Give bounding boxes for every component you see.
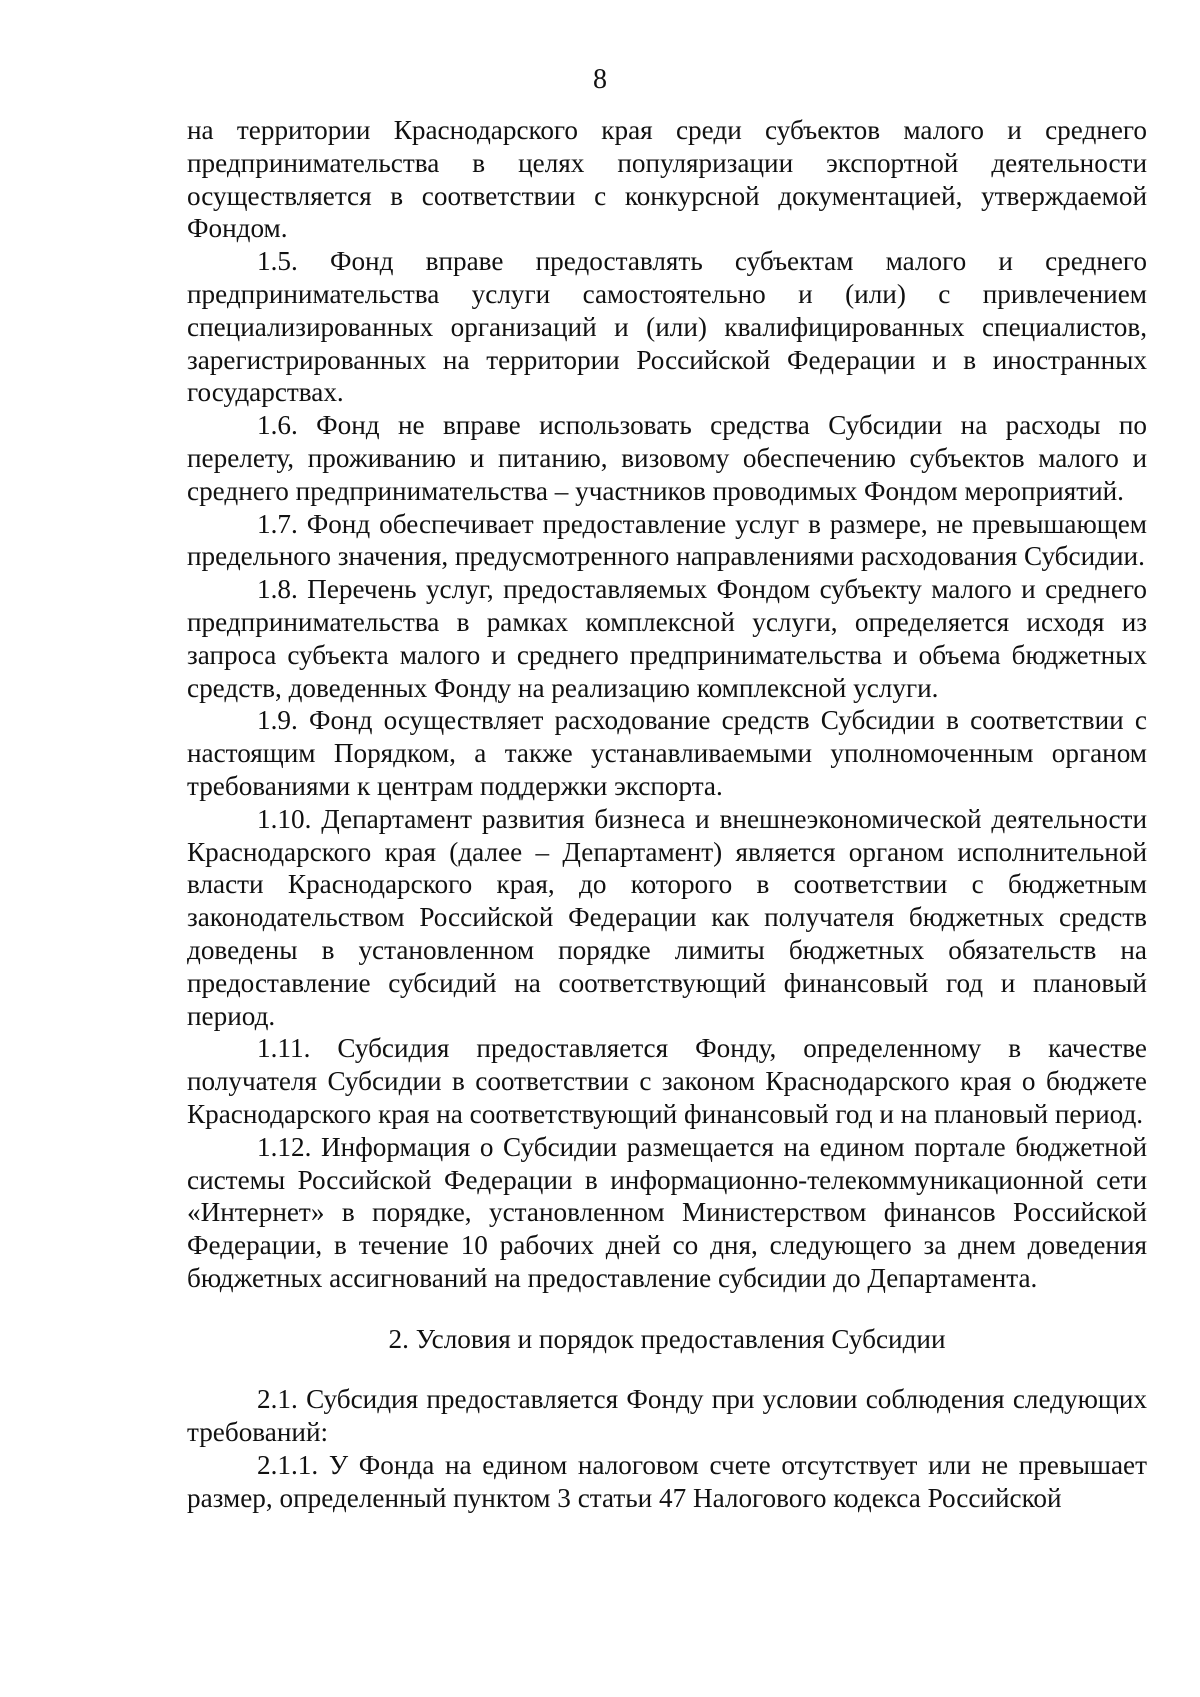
paragraph-1-7: 1.7. Фонд обеспечивает предоставление услуг в размере, не превышающем предельного значения, предусмотренного направлениями расходования Субсидии. (187, 508, 1147, 572)
paragraph-2-1-1: 2.1.1. У Фонда на едином налоговом счете отсутствует или не превышает размер, определенный пунктом 3 статьи 47 Налогового кодекса Российской (187, 1450, 1147, 1513)
paragraph-1-11: 1.11. Субсидия предоставляется Фонду, определенному в качестве получателя Субсидии в соответствии с законом Краснодарского края о бюджете Краснодарского края на соответствующий финансовый год и на плановый период. (187, 1033, 1147, 1129)
paragraph-1-8: 1.8. Перечень услуг, предоставляемых Фондом субъекту малого и среднего предпринимательства в рамках комплексной услуги, определяется исходя из запроса субъекта малого и среднего предпринимательства и объема бюджетных средств, доведенных Фонду на реализацию комплексной услуги. (187, 574, 1147, 703)
paragraph-1-6: 1.6. Фонд не вправе использовать средства Субсидии на расходы по перелету, проживанию и питанию, визовому обеспечению субъектов малого и среднего предпринимательства – участников проводимых Фондом мероприятий. (187, 410, 1147, 506)
paragraph-1-12: 1.12. Информация о Субсидии размещается на едином портале бюджетной системы Российской Федерации в информационно-телекоммуникационной сети «Интернет» в порядке, установленном Министерством финансов Российской Федерации, в течение 10 рабочих дней со дня, следующего за днем доведения бюджетных ассигнований на предоставление субсидии до Департамента. (187, 1131, 1147, 1293)
paragraph-2-1: 2.1. Субсидия предоставляется Фонду при условии соблюдения следующих требований: (187, 1384, 1147, 1448)
section-heading: 2. Условия и порядок предоставления Субсидии (388, 1323, 946, 1354)
paragraph-1-9: 1.9. Фонд осуществляет расходование средств Субсидии в соответствии с настоящим Порядком, а также устанавливаемыми уполномоченным органом требованиями к центрам поддержки экспорта. (187, 705, 1147, 801)
page-number: 8 (593, 64, 607, 95)
paragraph-1-10: 1.10. Департамент развития бизнеса и внешнеэкономической деятельности Краснодарского края (далее – Департамент) является органом исполнительной власти Краснодарского края, до которого в соответствии с бюджетным законодательством Российской Федерации как получателя бюджетных средств доведены в установленном порядке лимиты бюджетных обязательств на предоставление субсидий на соответствующий финансовый год и плановый период. (187, 803, 1147, 1031)
paragraph-continuation: на территории Краснодарского края среди субъектов малого и среднего предпринимательства в целях популяризации экспортной деятельности осуществляется в соответствии с конкурсной документацией, утверждаемой Фондом. (187, 115, 1147, 244)
paragraph-1-5: 1.5. Фонд вправе предоставлять субъектам малого и среднего предпринимательства услуги самостоятельно и (или) с привлечением специализированных организаций и (или) квалифицированных специалистов, зарегистрированных на территории Российской Федерации и в иностранных государствах. (187, 246, 1147, 408)
document-body (187, 114, 1147, 1515)
